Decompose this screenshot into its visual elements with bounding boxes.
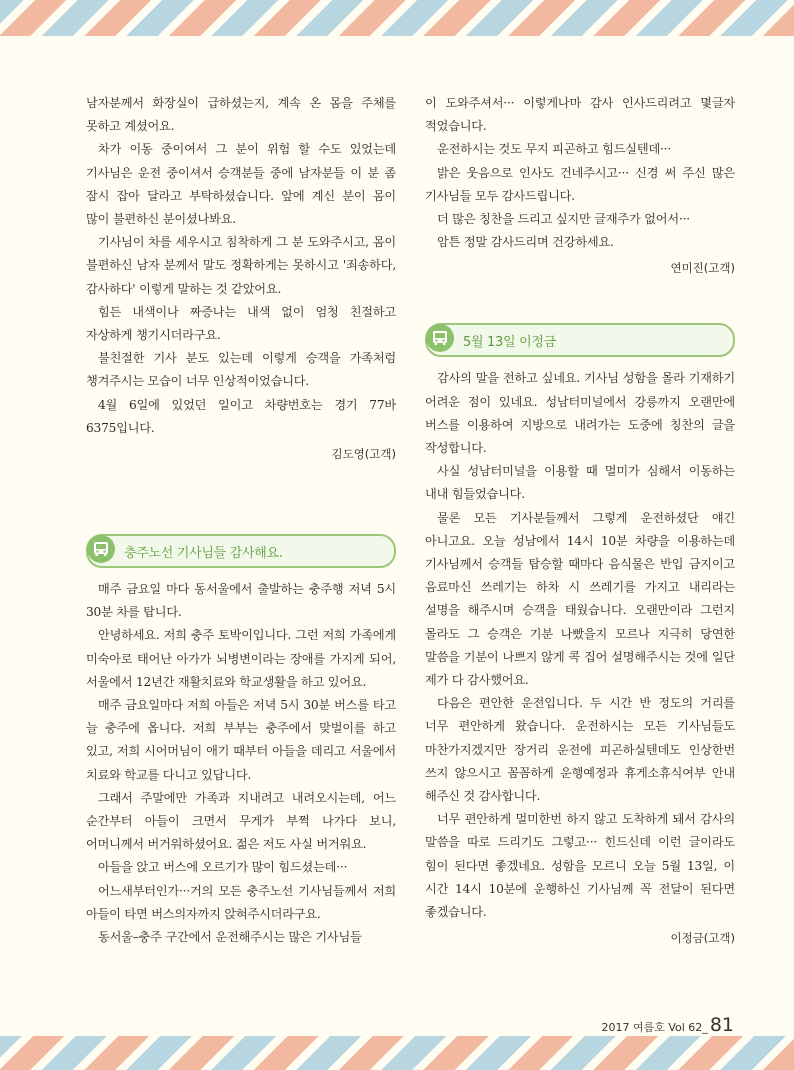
section-header bbox=[86, 534, 396, 568]
section-header bbox=[425, 323, 735, 357]
paragraph: 물론 모든 기사분들께서 그렇게 운전하셨단 얘긴 아니고요. 오늘 성남에서 14시 10분 차량을 이용하는데 기사님께서 승객들 탑승할 때마다 음식물은 반입 금지이고 음료마신 쓰레기는 하차 시 쓰레기를 가지고 내리라는 설명을 해주시며 승객을 태웠습니다. 오랜만이라 그런지 몰라도 그 승객은 기분 나빴을지 모르나 지극히 당연한 말씀을 기분이 나쁘지 않게 콕 집어 설명해주시는 것에 일단 제가 다 감사했어요. bbox=[425, 510, 735, 688]
paragraph: 남자분께서 화장실이 급하셨는지, 계속 온 몸을 주체를 못하고 계셨어요. bbox=[86, 96, 396, 134]
paragraph: 안녕하세요. 저희 충주 토박이입니다. 그런 저희 가족에게 미숙아로 태어난 아가가 뇌병변이라는 장애를 가지게 되어, 서울에서 12년간 재활치료와 학교생활을 하고 있어요. bbox=[86, 628, 396, 689]
paragraph: 힘든 내색이나 짜증나는 내색 없이 엄청 친절하고 자상하게 챙기시더라구요. bbox=[86, 304, 396, 343]
paragraph: 더 많은 칭찬을 드리고 싶지만 글재주가 없어서··· bbox=[437, 212, 690, 227]
paragraph: 동서울–충주 구간에서 운전해주시는 많은 기사님들 bbox=[98, 930, 362, 945]
airmail-stripe-bottom bbox=[0, 1036, 794, 1070]
paragraph: 너무 편안하게 멀미한번 하지 않고 도착하게 돼서 감사의 말씀을 따로 드리기도 그렇고··· 힌드신데 이런 글이라도 힘이 된다면 좋겠네요. 성함을 모르니 오늘 5월 13일, 이 시간 14시 10분에 운행하신 기사님께 꼭 전달이 된다면 좋겠습니다. bbox=[425, 812, 735, 920]
bus-icon bbox=[87, 535, 115, 563]
paragraph: 매주 금요일 마다 동서울에서 출발하는 충주행 저녁 5시 30분 차를 탑니다. bbox=[86, 582, 396, 620]
page-number: 81 bbox=[709, 1014, 734, 1036]
paragraph: 어느새부터인가···거의 모든 충주노선 기사님들께서 저희 아들이 타면 버스의자까지 앉혀주시더라구요. bbox=[86, 883, 396, 921]
paragraph: 아들을 앉고 버스에 오르기가 많이 힘드셨는데··· bbox=[98, 860, 348, 875]
right-column bbox=[425, 92, 735, 948]
paragraph: 기사님이 차를 세우시고 침착하게 그 분 도와주시고, 몸이 불편하신 남자 분께서 말도 정확하게는 못하시고 '죄송하다, 감사하다' 이렇게 말하는 것 같았어요. bbox=[86, 235, 396, 296]
airmail-stripe-top bbox=[0, 0, 794, 36]
paragraph: 4월 6일에 있었던 일이고 차량번호는 경기 77바 6375입니다. bbox=[86, 397, 396, 435]
paragraph: 운전하시는 것도 무지 피곤하고 힘드실텐데··· bbox=[437, 142, 672, 157]
author-signature: 연미진(고객) bbox=[670, 261, 735, 276]
paragraph: 감사의 말을 전하고 싶네요. 기사님 성함을 몰라 기재하기 어려운 점이 있네요. 성남터미널에서 강릉까지 오랜만에 버스를 이용하여 지방으로 내려가는 도중에 칭찬의 글을 작성합니다. bbox=[425, 371, 735, 456]
left-column bbox=[86, 92, 396, 949]
page-footer bbox=[601, 1014, 734, 1036]
paragraph: 이 도와주셔서··· 이렇게나마 감사 인사드리려고 몇글자 적었습니다. bbox=[425, 96, 735, 134]
paragraph: 차가 이동 중이여서 그 분이 위험 할 수도 있었는데 기사님은 운전 중이셔서 승객분들 중에 남자분들 이 분 좀 잠시 잡아 달라고 부탁하셨습니다. 앞에 계신 분이 몸이 많이 불편하신 분이셨나봐요. bbox=[86, 142, 396, 227]
author-signature: 김도영(고객) bbox=[331, 447, 396, 462]
paragraph: 사실 성남터미널을 이용할 때 멀미가 심해서 이동하는 내내 힘들었습니다. bbox=[425, 464, 735, 502]
paragraph: 불친절한 기사 분도 있는데 이렇게 승객을 가족처럼 챙겨주시는 모습이 너무 인상적이었습니다. bbox=[86, 351, 396, 389]
author-signature: 이정금(고객) bbox=[670, 931, 735, 946]
bus-icon bbox=[426, 324, 454, 352]
paragraph: 다음은 편안한 운전입니다. 두 시간 반 정도의 거리를 너무 편안하게 왔습니다. 운전하시는 모든 기사님들도 마찬가지겠지만 장거리 운전에 피곤하실텐데도 인상한번 쓰지 않으시고 꼼꼼하게 운행예정과 휴게소휴식여부 안내 해주신 것 감사합니다. bbox=[425, 696, 735, 804]
section-title: 충주노선 기사님들 감사해요. bbox=[124, 546, 283, 562]
paragraph: 밝은 웃음으로 인사도 건네주시고··· 신경 써 주신 많은 기사님들 모두 감사드립니다. bbox=[425, 165, 735, 203]
section-title: 5월 13일 이정금 bbox=[463, 335, 556, 351]
paragraph: 매주 금요일마다 저희 아들은 저녁 5시 30분 버스를 타고 늘 충주에 옵니다. 저희 부부는 충주에서 맞벌이를 하고 있고, 저희 시어머님이 애기 때부터 아들을 데리고 서울에서 치료와 학교를 다니고 있답니다. bbox=[86, 698, 396, 782]
issue-label: 2017 여름호 Vol 62_ bbox=[601, 1021, 708, 1034]
paragraph: 암튼 정말 감사드리며 건강하세요. bbox=[437, 235, 614, 250]
paragraph: 그래서 주말에만 가족과 지내려고 내려오시는데, 어느 순간부터 아들이 크면서 무게가 부쩍 나가다 보니, 어머니께서 버거워하셨어요. 젊은 저도 사실 버거워요. bbox=[86, 790, 396, 852]
